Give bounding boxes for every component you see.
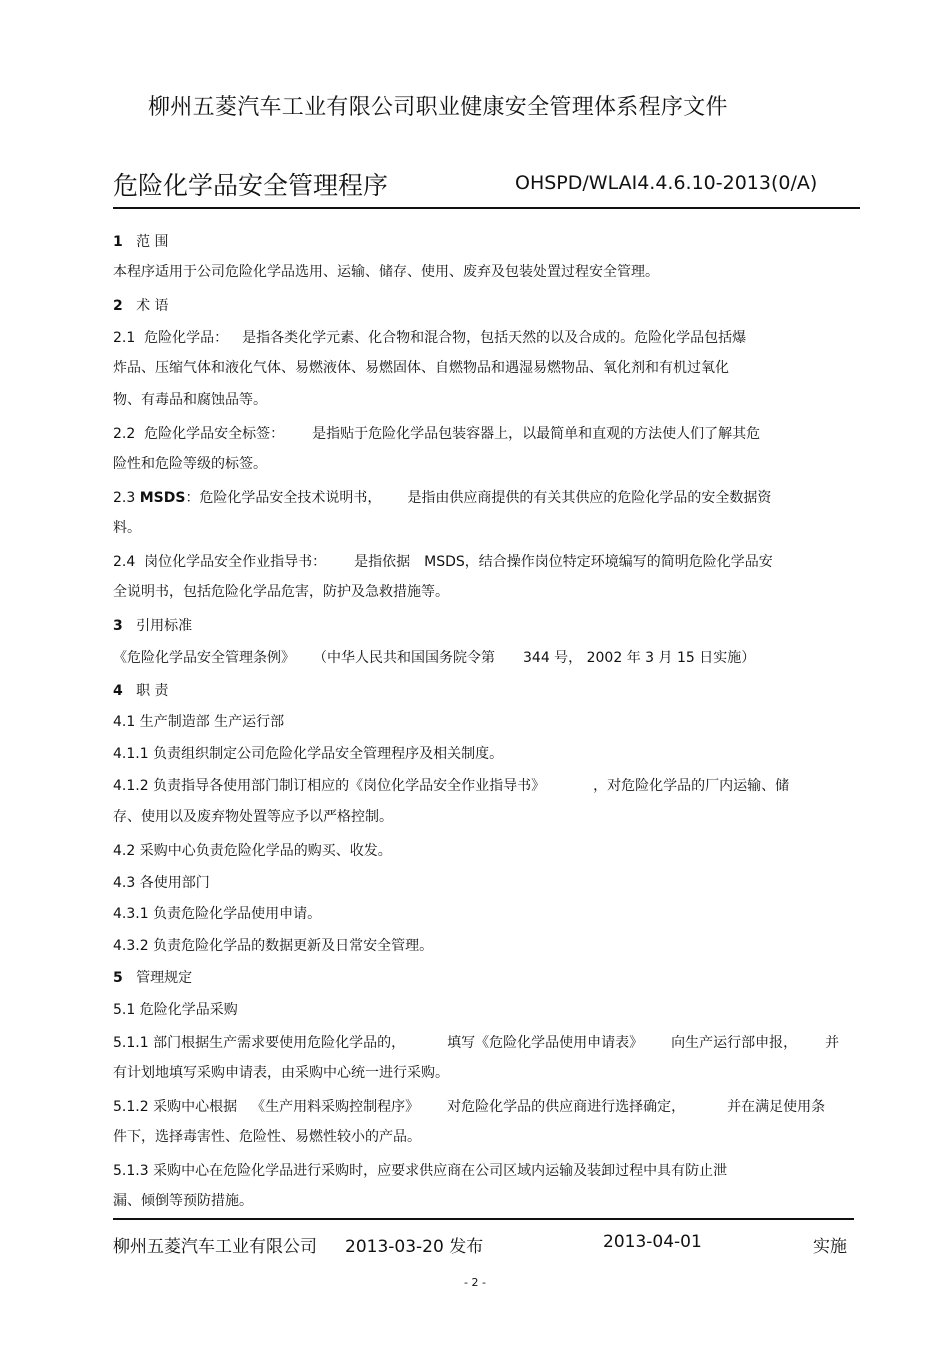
paragraph: 4.2 采购中心负责危险化学品的购买、收发。	[113, 843, 392, 859]
clause-text: 《生产用料采购控制程序》	[251, 1099, 420, 1115]
definition-2-4	[113, 553, 773, 571]
section-title: 职 责	[136, 683, 169, 699]
paragraph: 本程序适用于公司危险化学品选用、运输、储存、使用、废弃及包装处置过程安全管理。	[113, 264, 659, 280]
regulation-name: 《危险化学品安全管理条例》	[113, 650, 295, 666]
section-number: 2	[113, 298, 123, 314]
paragraph	[113, 777, 789, 795]
section-3-heading	[113, 617, 192, 635]
section-number: 1	[113, 234, 123, 250]
definition-2-1	[113, 329, 746, 347]
footer-divider	[113, 1218, 854, 1220]
clause-number: 2.4	[113, 554, 136, 570]
definition-2-3	[113, 489, 771, 507]
section-number: 5	[113, 970, 123, 986]
definition-2-2	[113, 425, 760, 443]
term: 危险化学品安全标签：	[144, 426, 285, 442]
clause-text: 向生产运行部申报，	[671, 1035, 798, 1051]
company-system-header: 柳州五菱汽车工业有限公司职业健康安全管理体系程序文件	[148, 95, 728, 120]
section-4-heading	[113, 682, 169, 700]
paragraph	[113, 1034, 839, 1052]
definition-text: 是指各类化学元素、化合物和混合物，包括天然的以及合成的。危险化学品包括爆	[242, 330, 747, 346]
document-title: 危险化学品安全管理程序	[113, 171, 389, 200]
footer-release-date: 2013-03-20 发布	[345, 1237, 484, 1257]
paragraph: 5.1 危险化学品采购	[113, 1002, 238, 1018]
footer-effective-date: 2013-04-01	[603, 1232, 702, 1252]
paragraph: 4.3.1 负责危险化学品使用申请。	[113, 906, 322, 922]
term: 危险化学品：	[144, 330, 229, 346]
section-5-heading	[113, 969, 192, 987]
clause-text: 并在满足使用条	[727, 1099, 826, 1115]
section-number: 4	[113, 683, 123, 699]
paragraph: 炸品、压缩气体和液化气体、易燃液体、易燃固体、自燃物品和遇湿易燃物品、氧化剂和有机过氧化	[113, 360, 729, 376]
paragraph: 有计划地填写采购申请表，由采购中心统一进行采购。	[113, 1065, 449, 1081]
paragraph: 存、使用以及废弃物处置等应予以严格控制。	[113, 809, 393, 825]
definition-text: 是指由供应商提供的有关其供应的危险化学品的安全数据资	[407, 490, 772, 506]
section-title: 术 语	[136, 298, 169, 314]
clause-text: 填写《危险化学品使用申请表》	[447, 1035, 644, 1051]
paragraph: 料。	[113, 520, 141, 536]
section-1-heading	[113, 233, 169, 251]
paragraph: 全说明书，包括危险化学品危害，防护及急救措施等。	[113, 584, 449, 600]
paragraph: 4.3 各使用部门	[113, 875, 210, 891]
regulation-date: 344 号， 2002 年 3 月 15 日实施）	[523, 650, 756, 666]
footer-company: 柳州五菱汽车工业有限公司	[113, 1237, 317, 1257]
section-title: 管理规定	[136, 970, 193, 986]
clause-text: 5.1.2 采购中心根据	[113, 1099, 238, 1115]
paragraph: 4.3.2 负责危险化学品的数据更新及日常安全管理。	[113, 938, 434, 954]
definition-text: MSDS，结合操作岗位特定环境编写的简明危险化学品安	[424, 554, 773, 570]
paragraph: 物、有毒品和腐蚀品等。	[113, 392, 267, 408]
clause-text: 对危险化学品的供应商进行选择确定，	[447, 1099, 686, 1115]
clause-text: 4.1.2 负责指导各使用部门制订相应的《岗位化学品安全作业指导书》	[113, 778, 546, 794]
clause-number: 2.3	[113, 490, 136, 506]
paragraph: 件下，选择毒害性、危险性、易燃性较小的产品。	[113, 1129, 421, 1145]
paragraph: 4.1.1 负责组织制定公司危险化学品安全管理程序及相关制度。	[113, 746, 504, 762]
clause-text: 5.1.1 部门根据生产需求要使用危险化学品的，	[113, 1035, 406, 1051]
definition-text: 是指贴于危险化学品包装容器上，以最简单和直观的方法使人们了解其危	[312, 426, 761, 442]
term: 岗位化学品安全作业指导书：	[144, 554, 327, 570]
clause-number: 2.1	[113, 330, 136, 346]
section-2-heading	[113, 297, 169, 315]
clause-text: 并	[825, 1035, 840, 1051]
paragraph: 4.1 生产制造部 生产运行部	[113, 714, 285, 730]
section-title: 范 围	[136, 234, 169, 250]
paragraph: 5.1.3 采购中心在危险化学品进行采购时，应要求供应商在公司区域内运输及装卸过程中具有防止泄	[113, 1163, 728, 1179]
paragraph: 漏、倾倒等预防措施。	[113, 1193, 253, 1209]
section-number: 3	[113, 618, 123, 634]
term: ：危险化学品安全技术说明书，	[185, 490, 382, 506]
reference-standard	[113, 649, 755, 667]
paragraph	[113, 1098, 825, 1116]
msds-acronym: MSDS	[139, 490, 186, 506]
paragraph: 险性和危险等级的标签。	[113, 456, 267, 472]
clause-text: ，对危险化学品的厂内运输、储	[593, 778, 790, 794]
header-divider	[113, 207, 860, 209]
clause-number: 2.2	[113, 426, 136, 442]
footer-effective-label: 实施	[813, 1237, 847, 1257]
definition-text: 是指依据	[354, 554, 411, 570]
section-title: 引用标准	[136, 618, 193, 634]
document-code: OHSPD/WLAI4.4.6.10-2013(0/A)	[515, 172, 818, 194]
regulation-issuer: （中华人民共和国国务院令第	[313, 650, 495, 666]
page-number: - 2 -	[464, 1276, 486, 1289]
